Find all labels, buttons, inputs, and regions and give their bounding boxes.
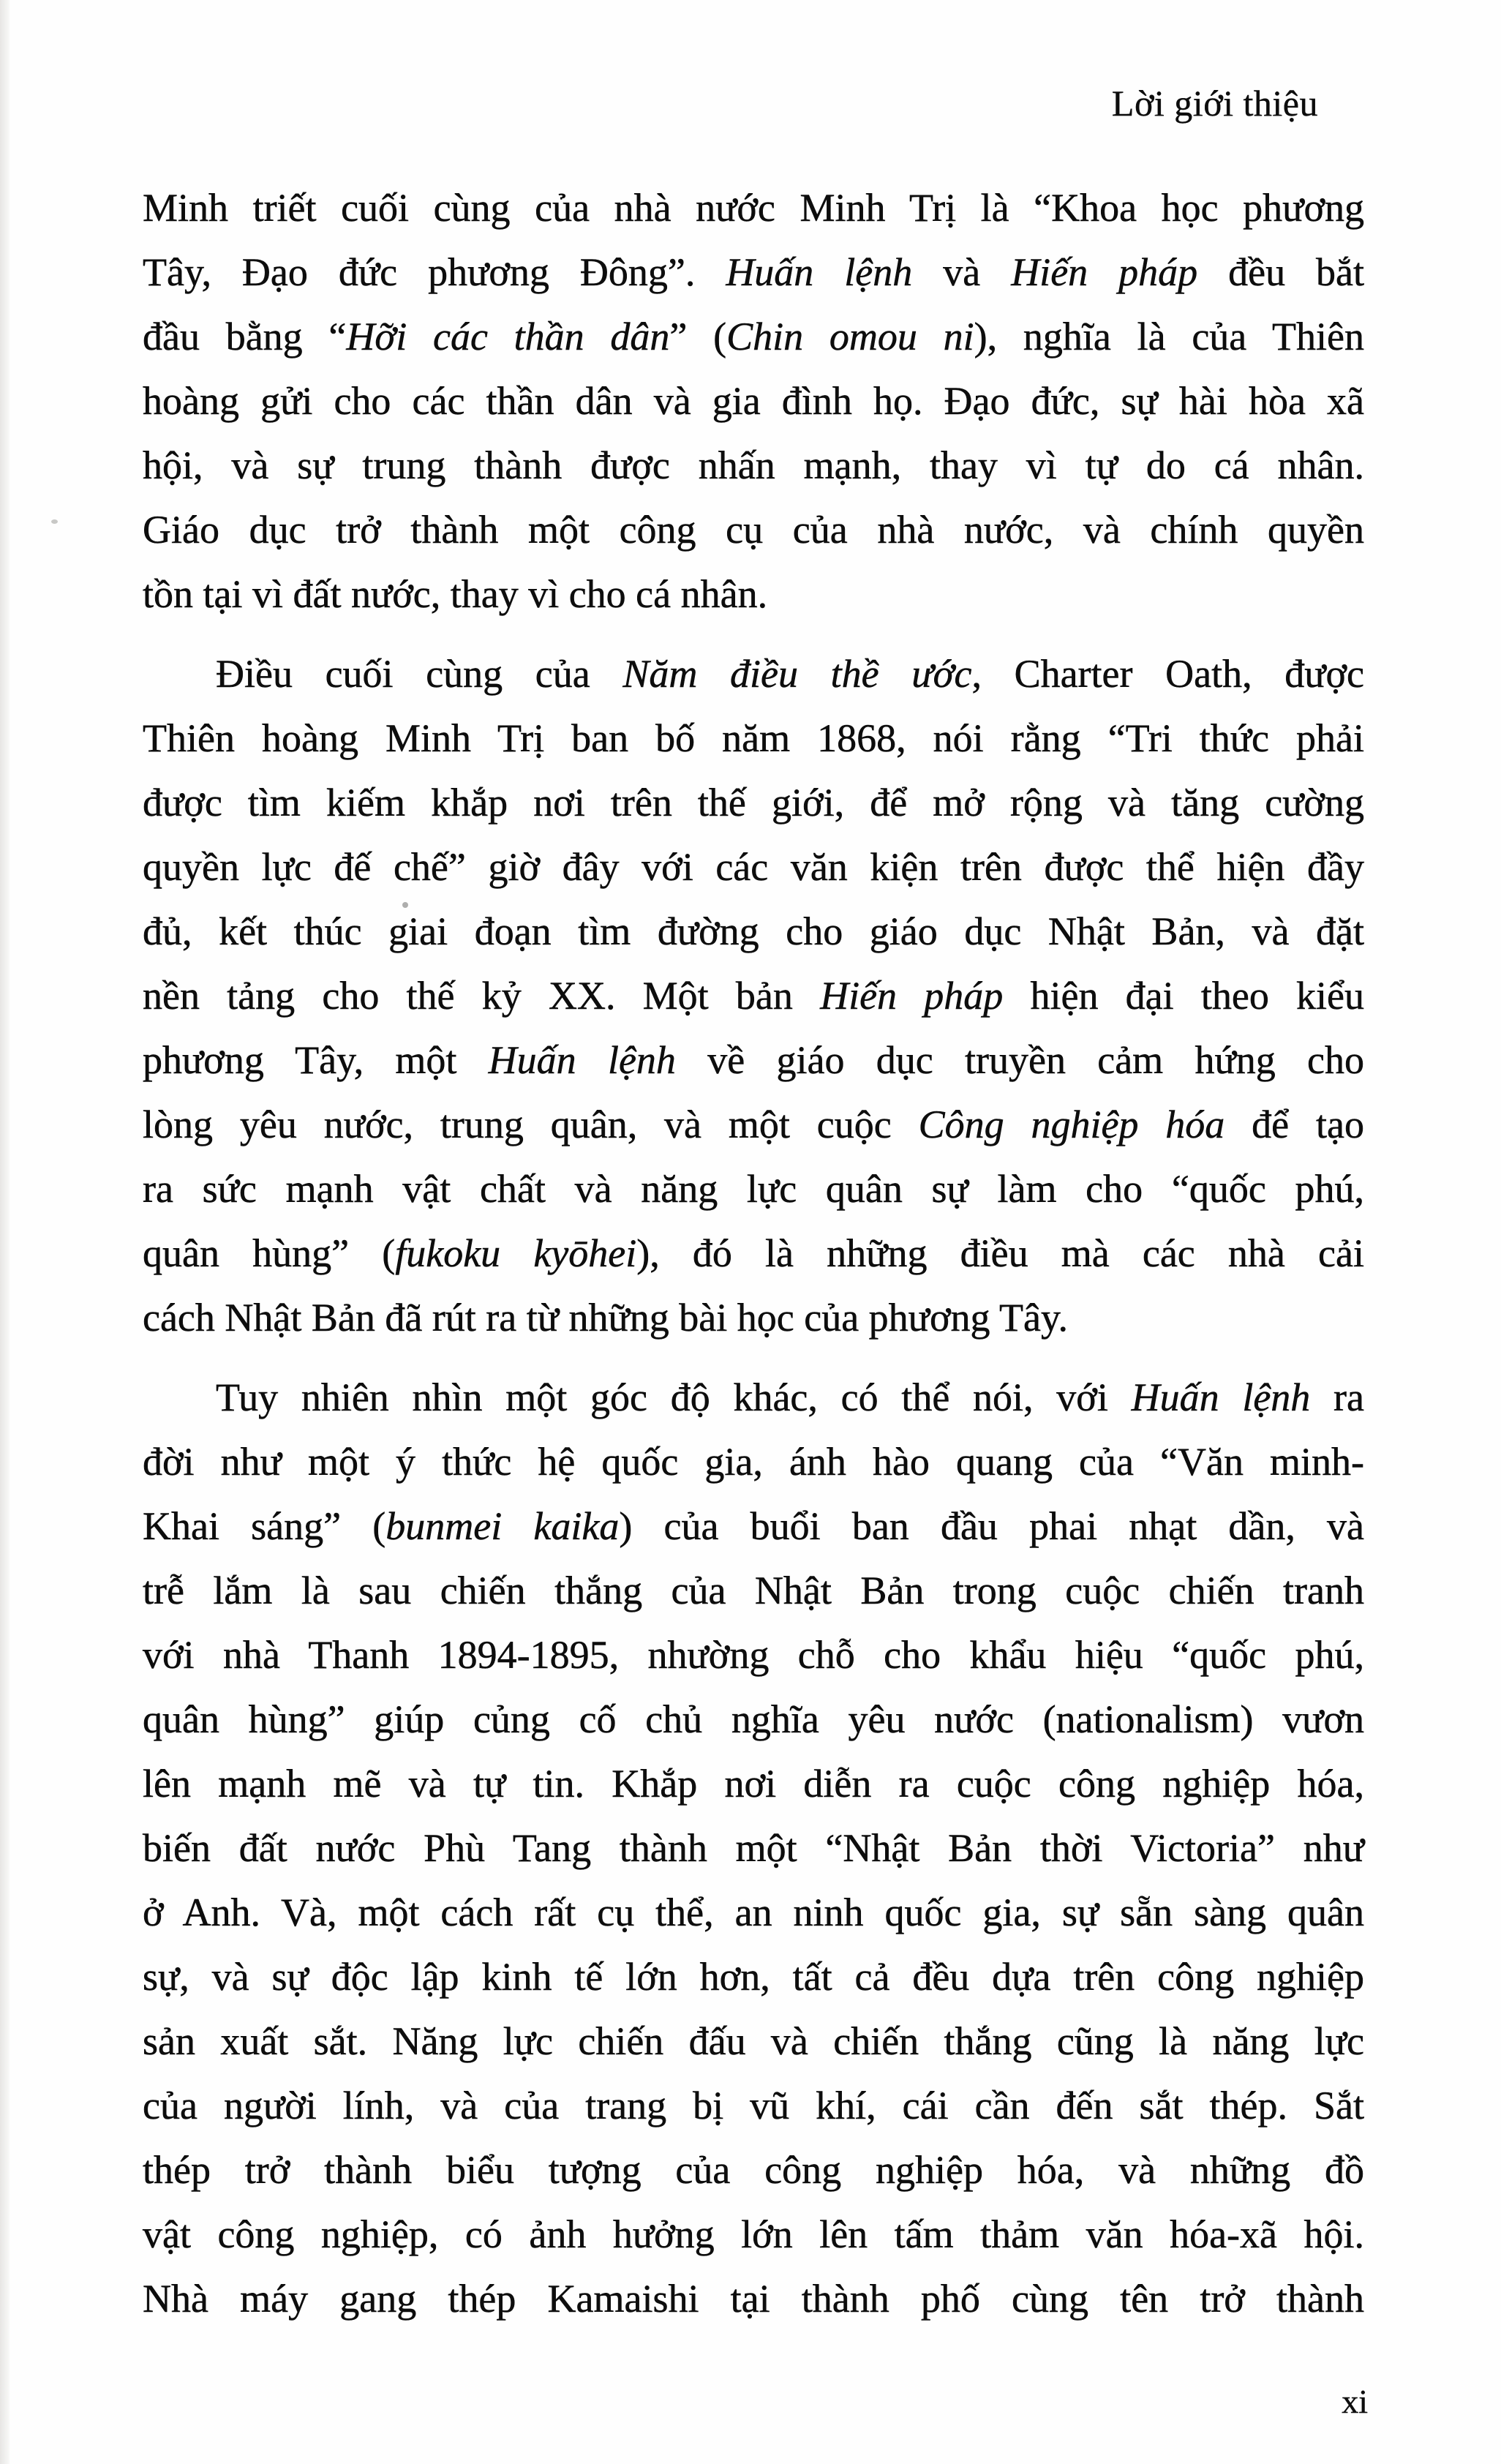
text-run: tồn tại vì đất nước, thay vì cho cá nhân.: [143, 572, 768, 616]
text-line: [143, 176, 1364, 240]
text-line: [143, 1687, 1364, 1751]
running-header: Lời giới thiệu: [1111, 83, 1318, 124]
text-line: [143, 706, 1364, 770]
text-run: đều bắt: [1197, 250, 1365, 294]
text-line: [143, 1157, 1364, 1221]
text-run: Khai sáng” (: [143, 1504, 386, 1548]
text-line: [143, 1092, 1364, 1157]
text-line: [143, 1623, 1364, 1687]
text-run: cách Nhật Bản đã rút ra từ những bài học của phương Tây.: [143, 1296, 1068, 1340]
text-line: [143, 2009, 1364, 2073]
text-run: nền tảng cho thế kỷ XX. Một bản: [143, 974, 821, 1018]
text-run: về giáo dục truyền cảm hứng cho: [675, 1038, 1364, 1082]
text-line: [143, 2073, 1364, 2138]
text-run: Tuy nhiên nhìn một góc độ khác, có thể nói, với: [216, 1375, 1132, 1419]
text-line: [143, 899, 1364, 964]
text-line: [143, 497, 1364, 562]
text-run: hoàng gửi cho các thần dân và gia đình họ. Đạo đức, sự hài hòa xã: [143, 379, 1364, 423]
text-run: biến đất nước Phù Tang thành một “Nhật Bản thời Victoria” như: [143, 1826, 1364, 1870]
text-run: của người lính, và của trang bị vũ khí, cái cần đến sắt thép. Sắt: [143, 2084, 1364, 2127]
italic-run: Huấn lệnh: [488, 1038, 676, 1082]
text-run: ra: [1310, 1375, 1365, 1419]
text-line: [143, 1285, 1364, 1350]
scan-speck: [402, 902, 408, 908]
text-run: đầu bằng “: [143, 315, 347, 358]
text-run: lên mạnh mẽ và tự tin. Khắp nơi diễn ra cuộc công nghiệp hóa,: [143, 1762, 1364, 1806]
italic-run: Công nghiệp hóa: [918, 1103, 1225, 1146]
italic-run: Hỡi các thần dân: [346, 315, 670, 358]
italic-run: Huấn lệnh: [726, 250, 913, 294]
text-run: Tây, Đạo đức phương Đông”.: [143, 250, 726, 294]
text-run: Giáo dục trở thành một công cụ của nhà nước, và chính quyền: [143, 508, 1364, 552]
text-line: [143, 433, 1364, 497]
text-run: Minh triết cuối cùng của nhà nước Minh Trị là “Khoa học phương: [143, 186, 1364, 230]
text-run: Điều cuối cùng của: [216, 652, 623, 696]
text-run: ), đó là những điều mà các nhà cải: [636, 1231, 1364, 1275]
text-line: [143, 2202, 1364, 2266]
text-run: ) của buổi ban đầu phai nhạt dần, và: [619, 1504, 1365, 1548]
text-run: đủ, kết thúc giai đoạn tìm đường cho giáo dục Nhật Bản, và đặt: [143, 909, 1364, 953]
text-line: [143, 1365, 1364, 1430]
text-line: [143, 369, 1364, 433]
text-run: sản xuất sắt. Năng lực chiến đấu và chiến thắng cũng là năng lực: [143, 2019, 1364, 2063]
text-run: với nhà Thanh 1894-1895, nhường chỗ cho khẩu hiệu “quốc phú,: [143, 1633, 1364, 1677]
text-run: và: [912, 250, 1012, 294]
text-line: [143, 1221, 1364, 1285]
text-line: [143, 2266, 1364, 2331]
text-run: ” (: [669, 315, 727, 358]
text-run: lòng yêu nước, trung quân, và một cuộc: [143, 1103, 919, 1146]
text-run: ra sức mạnh vật chất và năng lực quân sự làm cho “quốc phú,: [143, 1167, 1364, 1211]
text-line: [143, 1494, 1364, 1558]
text-run: Thiên hoàng Minh Trị ban bố năm 1868, nói rằng “Tri thức phải: [143, 716, 1364, 760]
text-line: [143, 240, 1364, 304]
text-run: ở Anh. Và, một cách rất cụ thể, an ninh quốc gia, sự sẵn sàng quân: [143, 1890, 1364, 1934]
page-number: xi: [1342, 2383, 1368, 2420]
italic-run: bunmei kaika: [385, 1504, 620, 1548]
text-run: để tạo: [1224, 1103, 1364, 1146]
text-run: phương Tây, một: [143, 1038, 489, 1082]
text-run: , Charter Oath, được: [971, 652, 1364, 696]
text-line: [143, 770, 1364, 835]
italic-run: Huấn lệnh: [1131, 1375, 1311, 1419]
text-line: [143, 1945, 1364, 2009]
text-run: thép trở thành biểu tượng của công nghiệp hóa, và những đồ: [143, 2148, 1364, 2192]
text-run: ), nghĩa là của Thiên: [974, 315, 1364, 358]
italic-run: fukoku kyōhei: [395, 1231, 637, 1275]
text-line: [143, 1816, 1364, 1880]
text-run: hội, và sự trung thành được nhấn mạnh, thay vì tự do cá nhân.: [143, 443, 1364, 487]
text-run: Nhà máy gang thép Kamaishi tại thành phố cùng tên trở thành: [143, 2277, 1364, 2321]
text-run: sự, và sự độc lập kinh tế lớn hơn, tất cả đều dựa trên công nghiệp: [143, 1955, 1364, 1999]
text-run: trễ lắm là sau chiến thắng của Nhật Bản trong cuộc chiến tranh: [143, 1569, 1364, 1612]
text-run: vật công nghiệp, có ảnh hưởng lớn lên tấm thảm văn hóa-xã hội.: [143, 2212, 1364, 2256]
text-run: quân hùng” giúp củng cố chủ nghĩa yêu nước (nationalism) vươn: [143, 1697, 1364, 1741]
scan-speck: [51, 519, 58, 524]
text-run: quyền lực đế chế” giờ đây với các văn kiện trên được thể hiện đầy: [143, 845, 1364, 889]
italic-run: Hiến pháp: [1011, 250, 1198, 294]
text-line: [143, 1751, 1364, 1816]
body-text: [143, 176, 1364, 2331]
italic-run: Chin omou ni: [726, 315, 974, 358]
text-run: đời như một ý thức hệ quốc gia, ánh hào quang của “Văn minh-: [143, 1440, 1364, 1484]
text-line: [143, 835, 1364, 899]
text-run: hiện đại theo kiểu: [1003, 974, 1365, 1018]
text-line: [143, 2138, 1364, 2202]
text-line: [143, 964, 1364, 1028]
text-line: [143, 1430, 1364, 1494]
text-line: [143, 1558, 1364, 1623]
text-line: [143, 562, 1364, 626]
scan-edge-artifact: [0, 0, 10, 2464]
italic-run: Hiến pháp: [820, 974, 1004, 1018]
text-line: [143, 642, 1364, 706]
text-run: được tìm kiếm khắp nơi trên thế giới, để mở rộng và tăng cường: [143, 781, 1364, 825]
text-line: [143, 304, 1364, 369]
italic-run: Năm điều thề ước: [622, 652, 972, 696]
text-line: [143, 1028, 1364, 1092]
text-line: [143, 1880, 1364, 1945]
text-run: quân hùng” (: [143, 1231, 396, 1275]
